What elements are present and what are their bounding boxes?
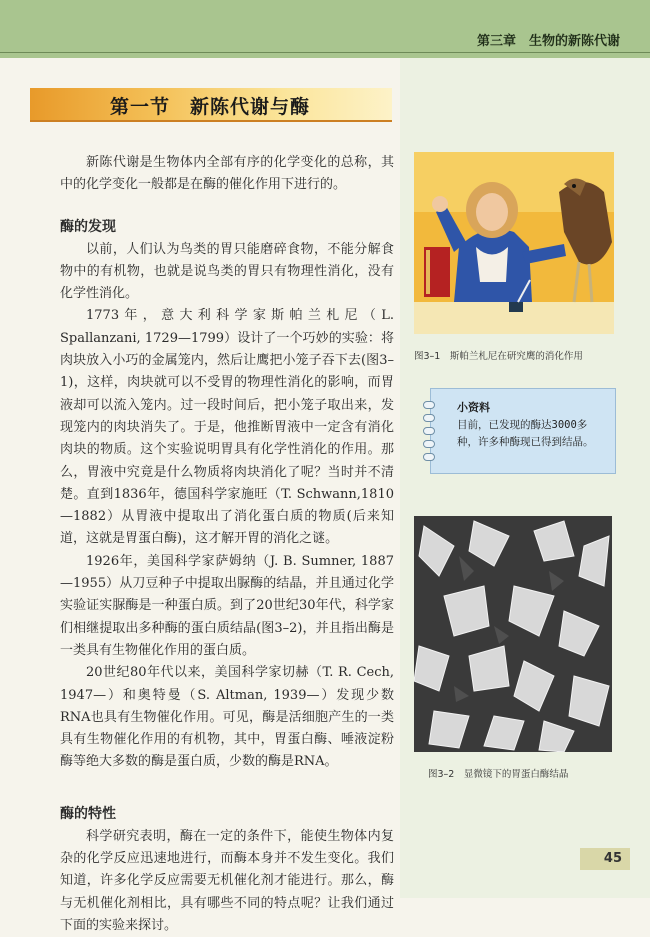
figure2-caption: 图3–2 显微镜下的胃蛋白酶结晶 (428, 769, 569, 780)
discovery-paragraph-3: 1926年，美国科学家萨姆纳（J. B. Sumner, 1887—1955）从刀豆种子中提取出脲酶的结晶，并且通过化学实验证实脲酶是一种蛋白质。到了20世纪30年代，科学家们相继提取出多种酶的蛋白质结晶(图3–2)，并且指出酶是一类具有生物催化作用的蛋白质。 (60, 553, 394, 658)
header-divider (0, 52, 650, 53)
scientist-eagle-illustration (414, 152, 614, 334)
note-text: 目前，已发现的酶达3000多种，许多种酶现已得到结晶。 (457, 419, 594, 448)
note-box (430, 388, 616, 474)
properties-paragraph: 科学研究表明，酶在一定的条件下，能使生物体内复杂的化学反应迅速地进行，而酶本身并不发生变化。我们知道，许多化学反应需要无机催化剂才能进行。那么，酶与无机催化剂相比，具有哪些不同的特点呢？让我们通过下面的实验来探讨。 (60, 828, 394, 933)
note-title: 小资料 (457, 401, 490, 414)
chapter-title: 第三章 生物的新陈代谢 (476, 34, 620, 49)
intro-paragraph: 新陈代谢是生物体内全部有序的化学变化的总称，其中的化学变化一般都是在酶的催化作用下进行的。 (60, 155, 394, 193)
figure-pepsin-crystals (414, 516, 612, 752)
binder-rings-icon (423, 401, 439, 465)
discovery-paragraph-1: 以前，人们认为鸟类的胃只能磨碎食物，不能分解食物中的有机物，也就是说鸟类的胃只有物理性消化，没有化学性消化。 (60, 241, 394, 302)
page-number: 45 (603, 851, 622, 866)
properties-heading: 酶的特性 (60, 805, 116, 822)
section-title: 第一节 新陈代谢与酶 (110, 96, 311, 118)
discovery-paragraph-4: 20世纪80年代以来，美国科学家切赫（T. R. Cech, 1947—）和奥特曼（S. Altman, 1939—）发现少数RNA也具有生物催化作用。可见，酶是活细胞产生的一类具有生物催化作用的有机物，其中，胃蛋白酶、唾液淀粉酶等绝大多数的酶是蛋白质，少数的酶是RNA。 (60, 665, 394, 770)
figure-scientist-eagle (414, 152, 614, 334)
pepsin-crystals-micrograph (414, 516, 612, 752)
page-header (0, 0, 650, 58)
discovery-heading: 酶的发现 (60, 218, 116, 235)
discovery-paragraph-2: 1773年，意大利科学家斯帕兰札尼（L. Spallanzani, 1729—1799）设计了一个巧妙的实验：将肉块放入小巧的金属笼内，然后让鹰把小笼子吞下去(图3–1)，这样，肉块就可以不受胃的物理性消化的影响，而胃液却可以流入笼内。过一段时间后，把小笼子取出来，发现笼内的肉块消失了。于是，他推断胃液中一定含有消化肉块的物质。这个实验说明胃具有化学性消化的作用。那么，胃液中究竟是什么物质将肉块消化了呢？当时并不清楚。直到1836年，德国科学家施旺（T. Schwann,1810—1882）从胃液中提取出了消化蛋白质的物质(后来知道，这就是胃蛋白酶)，这才解开胃的消化之谜。 (60, 308, 394, 547)
page-number-bar (580, 848, 630, 870)
main-text (60, 152, 394, 937)
figure1-caption: 图3–1 斯帕兰札尼在研究鹰的消化作用 (414, 351, 583, 362)
section-banner (30, 88, 392, 122)
